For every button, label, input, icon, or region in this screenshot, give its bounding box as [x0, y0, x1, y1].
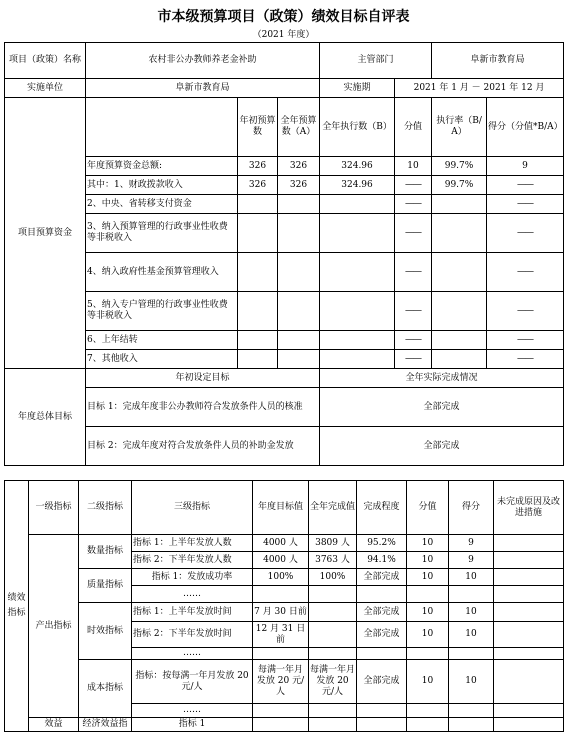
budget-full: [278, 331, 320, 350]
goal-result: 全部完成: [320, 388, 564, 427]
budget-score: ——: [487, 350, 564, 369]
indicator-reason: [494, 535, 564, 552]
budget-weight: ——: [395, 292, 432, 331]
indicator-weight: 10: [407, 660, 449, 704]
indicator-reason: [494, 648, 564, 660]
indicator-done: [309, 704, 357, 718]
indicator-score: [449, 648, 494, 660]
indicator-weight: [407, 704, 449, 718]
indicator-target: [253, 648, 309, 660]
indicator-weight: 10: [407, 569, 449, 586]
indicator-weight: 10: [407, 535, 449, 552]
budget-weight: ——: [395, 253, 432, 292]
col-budget-score: 得分（分值*B/A）: [487, 98, 564, 157]
indicator-degree: [357, 704, 407, 718]
indicator-score: 9: [449, 552, 494, 569]
budget-weight: ——: [395, 331, 432, 350]
indicator-name: 指标 1：上半年发放人数: [132, 535, 253, 552]
budget-rate: [432, 292, 487, 331]
budget-row: [5, 253, 564, 292]
indicator-target: 4000 人: [253, 552, 309, 569]
indicator-score: [449, 718, 494, 732]
indicator-ellipsis: ……: [132, 648, 253, 660]
budget-weight: 10: [395, 157, 432, 176]
indicator-target: [253, 586, 309, 603]
budget-rate: [432, 350, 487, 369]
indicator-reason: [494, 603, 564, 622]
indicator-ellipsis: ……: [132, 704, 253, 718]
quality-indicator-label: 质量指标: [79, 569, 132, 603]
indicator-target: 每满一年月发放 20 元/人: [253, 660, 309, 704]
budget-rate: [432, 195, 487, 214]
indicator-target: 100%: [253, 569, 309, 586]
period-label: 实施期: [320, 79, 395, 98]
indicator-weight: 10: [407, 552, 449, 569]
budget-full: [278, 195, 320, 214]
indicator-degree: 全部完成: [357, 603, 407, 622]
indicator-name: 指标 1：发放成功率: [132, 569, 253, 586]
budget-exec: [320, 195, 395, 214]
col-initial-budget: 年初预算数: [238, 98, 278, 157]
col-weight: 分值: [407, 481, 449, 535]
budget-full: 326: [278, 176, 320, 195]
col-completed: 全年完成值: [309, 481, 357, 535]
indicator-score: 10: [449, 603, 494, 622]
budget-section-label: 项目预算资金: [5, 98, 86, 369]
indicator-done: [309, 622, 357, 648]
budget-row-label: 4、纳入政府性基金预算管理收入: [86, 253, 238, 292]
indicator-done: 3809 人: [309, 535, 357, 552]
budget-initial: [238, 292, 278, 331]
budget-score: ——: [487, 176, 564, 195]
budget-full: [278, 350, 320, 369]
indicator-ellipsis: ……: [132, 586, 253, 603]
indicator-weight: 10: [407, 622, 449, 648]
indicator-done: [309, 586, 357, 603]
col-level3: 三级指标: [132, 481, 253, 535]
goal-result: 全部完成: [320, 427, 564, 466]
cost-indicator-label: 成本指标: [79, 660, 132, 718]
budget-row-label: 其中：1、财政拨款收入: [86, 176, 238, 195]
indicator-degree: 全部完成: [357, 569, 407, 586]
budget-exec: 324.96: [320, 176, 395, 195]
col-reason: 未完成原因及改进措施: [494, 481, 564, 535]
budget-score: ——: [487, 292, 564, 331]
goals-section-label: 年度总体目标: [5, 369, 86, 466]
budget-row-label: 3、纳入预算管理的行政事业性收费等非税收入: [86, 214, 238, 253]
indicator-reason: [494, 552, 564, 569]
indicator-done: 100%: [309, 569, 357, 586]
indicator-name: 指标 1: [132, 718, 253, 732]
goal-row: [5, 427, 564, 466]
dept-label: 主管部门: [320, 43, 432, 79]
indicator-done: 每满一年月发放 20 元/人: [309, 660, 357, 704]
budget-row-label: 7、其他收入: [86, 350, 238, 369]
page-title: 市本级预算项目（政策）绩效目标自评表: [157, 9, 410, 25]
goal-target: 目标 1：完成年度非公办教师符合发放条件人员的核准: [86, 388, 320, 427]
indicator-reason: [494, 622, 564, 648]
economic-benefit-label: 经济效益指: [79, 718, 132, 732]
budget-score: ——: [487, 195, 564, 214]
indicator-reason: [494, 660, 564, 704]
budget-full: [278, 292, 320, 331]
performance-table: [4, 480, 564, 732]
indicator-name: 指标 2：下半年发放人数: [132, 552, 253, 569]
indicator-degree: 全部完成: [357, 622, 407, 648]
time-indicator-label: 时效指标: [79, 603, 132, 660]
budget-row: [5, 157, 564, 176]
col-weight: 分值: [395, 98, 432, 157]
col-level2: 二级指标: [79, 481, 132, 535]
indicator-target: [253, 718, 309, 732]
indicator-degree: 全部完成: [357, 660, 407, 704]
budget-header-blank: [86, 98, 238, 157]
budget-exec: 324.96: [320, 157, 395, 176]
indicator-target: 4000 人: [253, 535, 309, 552]
budget-score: ——: [487, 331, 564, 350]
budget-initial: [238, 331, 278, 350]
budget-full: [278, 214, 320, 253]
indicator-reason: [494, 718, 564, 732]
perf-section-label: 绩效指标: [5, 481, 29, 732]
budget-full: 326: [278, 157, 320, 176]
budget-table: [4, 42, 564, 466]
budget-initial: [238, 195, 278, 214]
budget-weight: ——: [395, 350, 432, 369]
budget-initial: 326: [238, 157, 278, 176]
budget-exec: [320, 350, 395, 369]
indicator-score: [449, 586, 494, 603]
project-name: 农村非公办教师养老金补助: [86, 43, 320, 79]
indicator-degree: 95.2%: [357, 535, 407, 552]
indicator-score: 10: [449, 622, 494, 648]
col-executed: 全年执行数（B）: [320, 98, 395, 157]
budget-weight: ——: [395, 176, 432, 195]
budget-exec: [320, 292, 395, 331]
indicator-done: 3763 人: [309, 552, 357, 569]
budget-score: ——: [487, 214, 564, 253]
indicator-name: 指标：按每满一年月发放 20元/人: [132, 660, 253, 704]
benefit-indicator-label: 效益: [29, 718, 79, 732]
indicator-done: [309, 648, 357, 660]
indicator-weight: [407, 648, 449, 660]
indicator-reason: [494, 569, 564, 586]
budget-rate: [432, 331, 487, 350]
quantity-indicator-label: 数量指标: [79, 535, 132, 569]
budget-rate: 99.7%: [432, 157, 487, 176]
indicator-score: [449, 704, 494, 718]
col-level1: 一级指标: [29, 481, 79, 535]
dept: 阜新市教育局: [432, 43, 564, 79]
indicator-weight: [407, 718, 449, 732]
indicator-reason: [494, 586, 564, 603]
budget-exec: [320, 253, 395, 292]
indicator-degree: [357, 648, 407, 660]
indicator-reason: [494, 704, 564, 718]
budget-weight: ——: [395, 214, 432, 253]
indicator-target: 12 月 31 日前: [253, 622, 309, 648]
budget-weight: ——: [395, 195, 432, 214]
budget-row: [5, 350, 564, 369]
budget-score: 9: [487, 157, 564, 176]
goal-target: 目标 2：完成年度对符合发放条件人员的补助金发放: [86, 427, 320, 466]
indicator-score: 10: [449, 569, 494, 586]
budget-initial: [238, 253, 278, 292]
indicator-degree: [357, 586, 407, 603]
budget-score: ——: [487, 253, 564, 292]
indicator-degree: 94.1%: [357, 552, 407, 569]
impl-unit: 阜新市教育局: [86, 79, 320, 98]
budget-row: [5, 195, 564, 214]
indicator-score: 9: [449, 535, 494, 552]
budget-row: [5, 214, 564, 253]
budget-rate: 99.7%: [432, 176, 487, 195]
output-indicator-label: 产出指标: [29, 535, 79, 718]
col-full-year-budget: 全年预算数（A）: [278, 98, 320, 157]
indicator-name: 指标 2：下半年发放时间: [132, 622, 253, 648]
col-actual-result: 全年实际完成情况: [320, 369, 564, 388]
budget-exec: [320, 214, 395, 253]
col-set-target: 年初设定目标: [86, 369, 320, 388]
report-year: （2021 年度）: [252, 30, 315, 40]
col-exec-rate: 执行率（B/A）: [432, 98, 487, 157]
budget-row: [5, 176, 564, 195]
budget-row-label: 年度预算资金总额:: [86, 157, 238, 176]
budget-initial: [238, 350, 278, 369]
indicator-done: [309, 718, 357, 732]
indicator-target: 7 月 30 日前: [253, 603, 309, 622]
period: 2021 年 1 月 － 2021 年 12 月: [395, 79, 564, 98]
goal-row: [5, 388, 564, 427]
indicator-degree: [357, 718, 407, 732]
budget-full: [278, 253, 320, 292]
budget-initial: 326: [238, 176, 278, 195]
impl-label: 实施单位: [5, 79, 86, 98]
budget-rate: [432, 214, 487, 253]
budget-exec: [320, 331, 395, 350]
col-degree: 完成程度: [357, 481, 407, 535]
indicator-target: [253, 704, 309, 718]
indicator-name: 指标 1：上半年发放时间: [132, 603, 253, 622]
project-name-label: 项目（政策）名称: [5, 43, 86, 79]
budget-rate: [432, 253, 487, 292]
budget-row: [5, 292, 564, 331]
indicator-done: [309, 603, 357, 622]
budget-row-label: 2、中央、省转移支付资金: [86, 195, 238, 214]
budget-row-label: 5、纳入专户管理的行政事业性收费等非税收入: [86, 292, 238, 331]
budget-initial: [238, 214, 278, 253]
budget-row-label: 6、上年结转: [86, 331, 238, 350]
col-annual-target: 年度目标值: [253, 481, 309, 535]
budget-row: [5, 331, 564, 350]
indicator-weight: 10: [407, 603, 449, 622]
indicator-weight: [407, 586, 449, 603]
indicator-score: 10: [449, 660, 494, 704]
col-score: 得分: [449, 481, 494, 535]
